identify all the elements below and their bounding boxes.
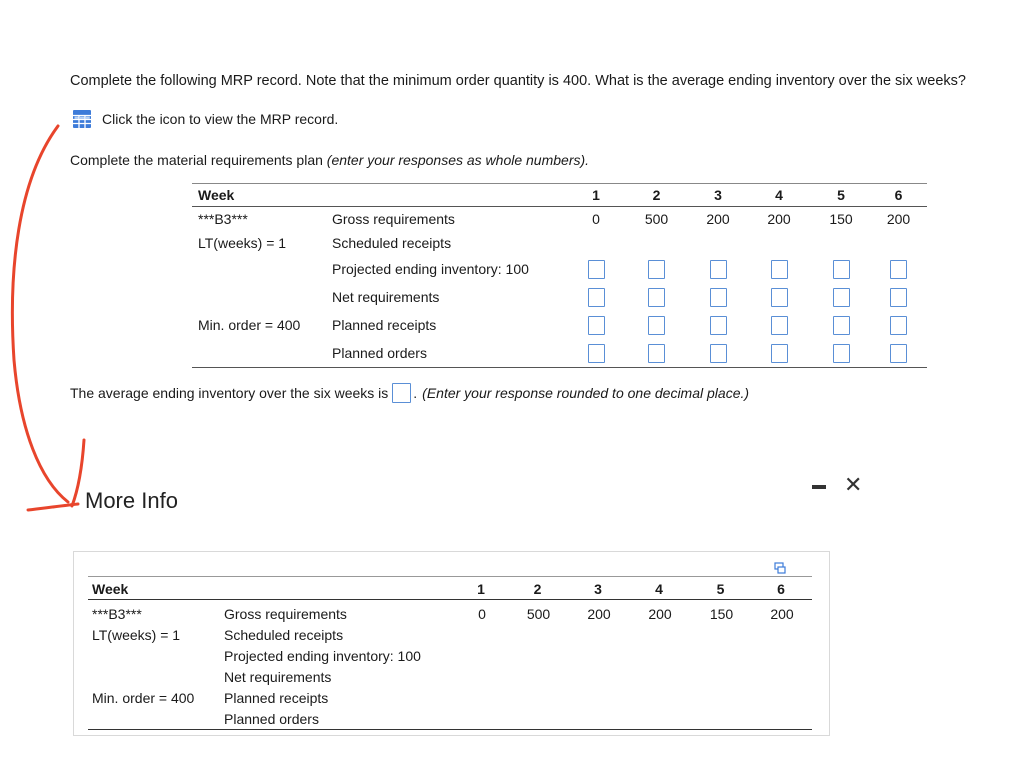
net-requirements-row	[192, 283, 927, 311]
gross-label: Gross requirements	[332, 211, 455, 227]
ref-week-header: Week	[88, 577, 220, 600]
week-5-header: 5	[812, 184, 870, 207]
planned-receipts-label: Planned receipts	[332, 317, 437, 333]
week-3-header: 3	[690, 184, 746, 207]
projected-inventory-row	[192, 255, 927, 283]
ref-gross-row	[88, 600, 812, 625]
ref-planned-receipts-row	[88, 687, 812, 708]
mrp-reference-table	[88, 576, 812, 730]
ref-projected-label: Projected ending inventory: 100	[224, 647, 421, 664]
projected-input-week-2[interactable]	[648, 260, 665, 279]
more-info-panel	[73, 551, 830, 736]
planned-orders-input-week-5[interactable]	[833, 344, 850, 363]
planned-orders-row	[192, 339, 927, 368]
projected-input-week-3[interactable]	[710, 260, 727, 279]
ref-planned-orders-label: Planned orders	[220, 708, 456, 730]
average-inventory-input[interactable]	[392, 383, 411, 403]
planned-orders-input-week-2[interactable]	[648, 344, 665, 363]
ref-net-row	[88, 666, 812, 687]
ref-min-order: Min. order = 400	[92, 689, 195, 706]
ref-week-1-header: 1	[456, 577, 508, 600]
net-input-week-4[interactable]	[771, 288, 788, 307]
ref-week-2-header: 2	[508, 577, 569, 600]
instruction-text	[70, 152, 589, 168]
net-input-week-1[interactable]	[588, 288, 605, 307]
ref-gross-week-2: 500	[526, 605, 551, 622]
ref-item-name: ***B3***	[92, 605, 142, 622]
ref-week-header-row	[88, 577, 812, 600]
net-label: Net requirements	[332, 289, 440, 305]
week-1-header: 1	[569, 184, 623, 207]
ref-lead-time: LT(weeks) = 1	[92, 626, 181, 643]
projected-input-week-1[interactable]	[588, 260, 605, 279]
window-controls	[812, 472, 862, 498]
ref-gross-week-5: 150	[709, 605, 734, 622]
planned-orders-input-week-1[interactable]	[588, 344, 605, 363]
planned-receipts-row	[192, 311, 927, 339]
planned-receipts-input-week-3[interactable]	[710, 316, 727, 335]
week-6-header: 6	[870, 184, 927, 207]
ref-scheduled-label: Scheduled receipts	[224, 626, 344, 643]
instruction-italic: (enter your responses as whole numbers).	[326, 152, 590, 168]
net-input-week-5[interactable]	[833, 288, 850, 307]
instruction-prefix: Complete the material requirements plan	[70, 152, 327, 168]
scheduled-label: Scheduled receipts	[332, 235, 452, 251]
copy-icon[interactable]	[774, 562, 786, 574]
projected-label: Projected ending inventory: 100	[332, 261, 529, 277]
gross-requirements-row	[192, 207, 927, 232]
mrp-input-table	[192, 183, 927, 368]
ref-gross-week-4: 200	[648, 605, 672, 622]
ref-net-label: Net requirements	[224, 668, 332, 685]
ref-planned-orders-row	[88, 708, 812, 730]
week-2-header: 2	[623, 184, 690, 207]
item-name: ***B3***	[198, 211, 248, 227]
net-input-week-3[interactable]	[710, 288, 727, 307]
projected-input-week-6[interactable]	[890, 260, 907, 279]
week-header: Week	[192, 184, 326, 207]
minimize-icon[interactable]	[812, 485, 826, 489]
gross-week-4: 200	[767, 211, 791, 227]
ref-gross-week-6: 200	[770, 605, 794, 622]
planned-receipts-input-week-2[interactable]	[648, 316, 665, 335]
net-input-week-6[interactable]	[890, 288, 907, 307]
week-4-header: 4	[746, 184, 812, 207]
gross-week-2: 500	[644, 211, 669, 227]
gross-week-6: 200	[886, 211, 911, 227]
planned-receipts-input-week-5[interactable]	[833, 316, 850, 335]
planned-receipts-input-week-6[interactable]	[890, 316, 907, 335]
planned-orders-label: Planned orders	[326, 339, 569, 368]
ref-week-6-header: 6	[752, 577, 812, 600]
average-inventory-question	[70, 383, 749, 403]
ref-gross-label: Gross requirements	[224, 605, 347, 622]
ref-week-5-header: 5	[691, 577, 752, 600]
lead-time: LT(weeks) = 1	[198, 235, 287, 251]
ref-planned-receipts-label: Planned receipts	[224, 689, 329, 706]
gross-week-3: 200	[706, 211, 730, 227]
ref-week-4-header: 4	[629, 577, 691, 600]
week-header-row	[192, 184, 927, 207]
min-order: Min. order = 400	[198, 317, 301, 333]
avg-prefix: The average ending inventory over the six weeks is	[70, 385, 389, 401]
gross-week-5: 150	[829, 211, 853, 227]
ref-gross-week-1: 0	[478, 605, 486, 622]
planned-orders-input-week-3[interactable]	[710, 344, 727, 363]
close-icon[interactable]: ✕	[844, 472, 863, 497]
avg-suffix: .	[413, 385, 418, 401]
table-icon[interactable]	[72, 109, 92, 129]
ref-gross-week-3: 200	[587, 605, 611, 622]
planned-orders-input-week-4[interactable]	[771, 344, 788, 363]
ref-projected-row	[88, 645, 812, 666]
planned-receipts-input-week-4[interactable]	[771, 316, 788, 335]
ref-week-3-header: 3	[569, 577, 629, 600]
view-mrp-link-text[interactable]: Click the icon to view the MRP record.	[102, 111, 339, 127]
planned-receipts-input-week-1[interactable]	[588, 316, 605, 335]
net-input-week-2[interactable]	[648, 288, 665, 307]
question-text: Complete the following MRP record. Note that the minimum order quantity is 400. What is the average ending inventory over the six weeks?	[70, 73, 966, 89]
projected-input-week-5[interactable]	[833, 260, 850, 279]
projected-input-week-4[interactable]	[771, 260, 788, 279]
more-info-title: More Info	[85, 488, 178, 513]
ref-scheduled-row	[88, 624, 812, 645]
gross-week-1: 0	[592, 211, 600, 227]
scheduled-receipts-row	[192, 231, 927, 255]
planned-orders-input-week-6[interactable]	[890, 344, 907, 363]
avg-hint: (Enter your response rounded to one decimal place.)	[422, 385, 750, 401]
view-mrp-link[interactable]	[72, 109, 338, 129]
